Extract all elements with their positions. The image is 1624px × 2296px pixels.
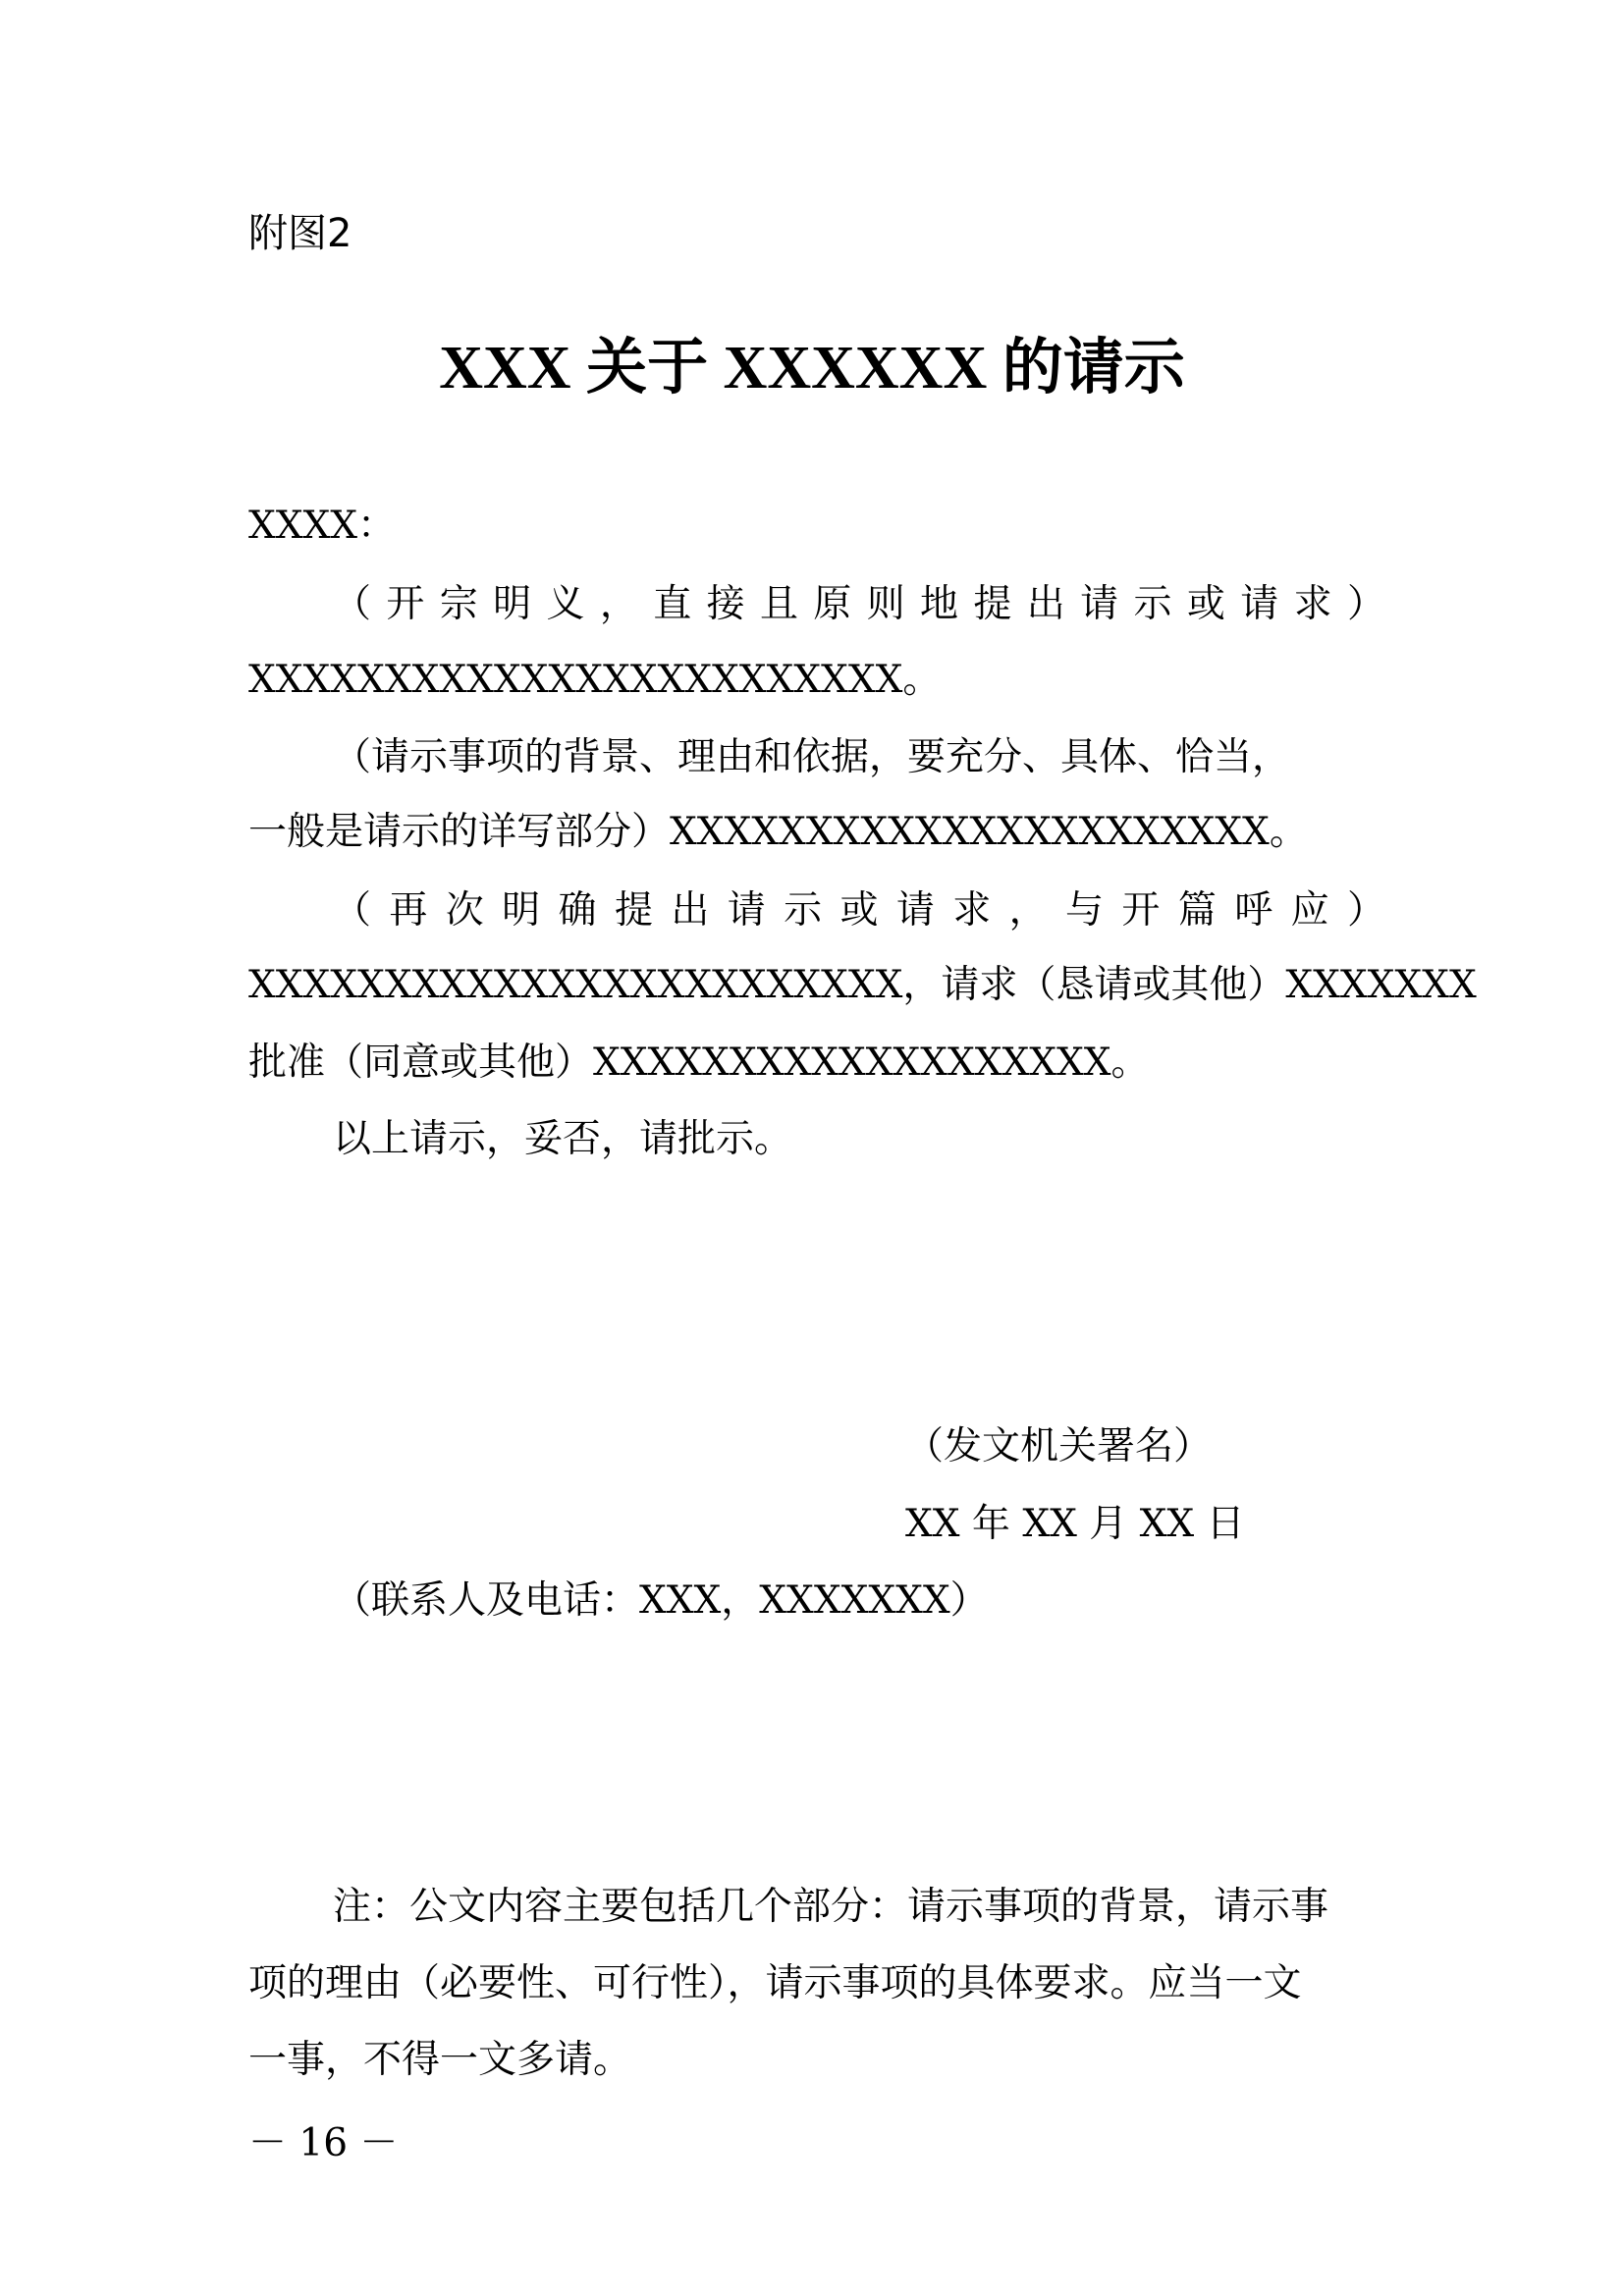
body-line-3: （请示事项的背景、理由和依据，要充分、具体、恰当， — [333, 735, 1291, 779]
body-line-6: XXXXXXXXXXXXXXXXXXXXXXXX，请求（恳请或其他）XXXXXXX — [248, 963, 1477, 1007]
body-line-5: （再次明确提出请示或请求，与开篇呼应） — [333, 888, 1385, 933]
note-line-2: 项的理由（必要性、可行性），请示事项的具体要求。应当一文 — [248, 1961, 1302, 2005]
body-line-4: 一般是请示的详写部分）XXXXXXXXXXXXXXXXXXXXXX。 — [248, 810, 1308, 854]
closing-request: 以上请示，妥否，请批示。 — [333, 1117, 793, 1161]
issuer-signature: （发文机关署名） — [905, 1424, 1213, 1468]
attachment-label: 附图2 — [248, 211, 352, 256]
page-number: － 16 － — [248, 2121, 399, 2165]
contact-info: （联系人及电话：XXX，XXXXXXX） — [333, 1578, 989, 1623]
body-line-7: 批准（同意或其他）XXXXXXXXXXXXXXXXXXX。 — [248, 1041, 1150, 1085]
note-line-1: 注：公文内容主要包括几个部分：请示事项的背景，请示事 — [333, 1885, 1329, 1929]
body-line-2: XXXXXXXXXXXXXXXXXXXXXXXX。 — [248, 658, 942, 702]
salutation: XXXX： — [248, 504, 397, 548]
issue-date: XX 年 XX 月 XX 日 — [905, 1502, 1245, 1546]
body-line-1: （开宗明义，直接且原则地提出请示或请求） — [333, 582, 1385, 626]
note-line-3: 一事，不得一文多请。 — [248, 2038, 632, 2082]
document-title: XXX 关于 XXXXXX 的请示 — [439, 335, 1185, 401]
